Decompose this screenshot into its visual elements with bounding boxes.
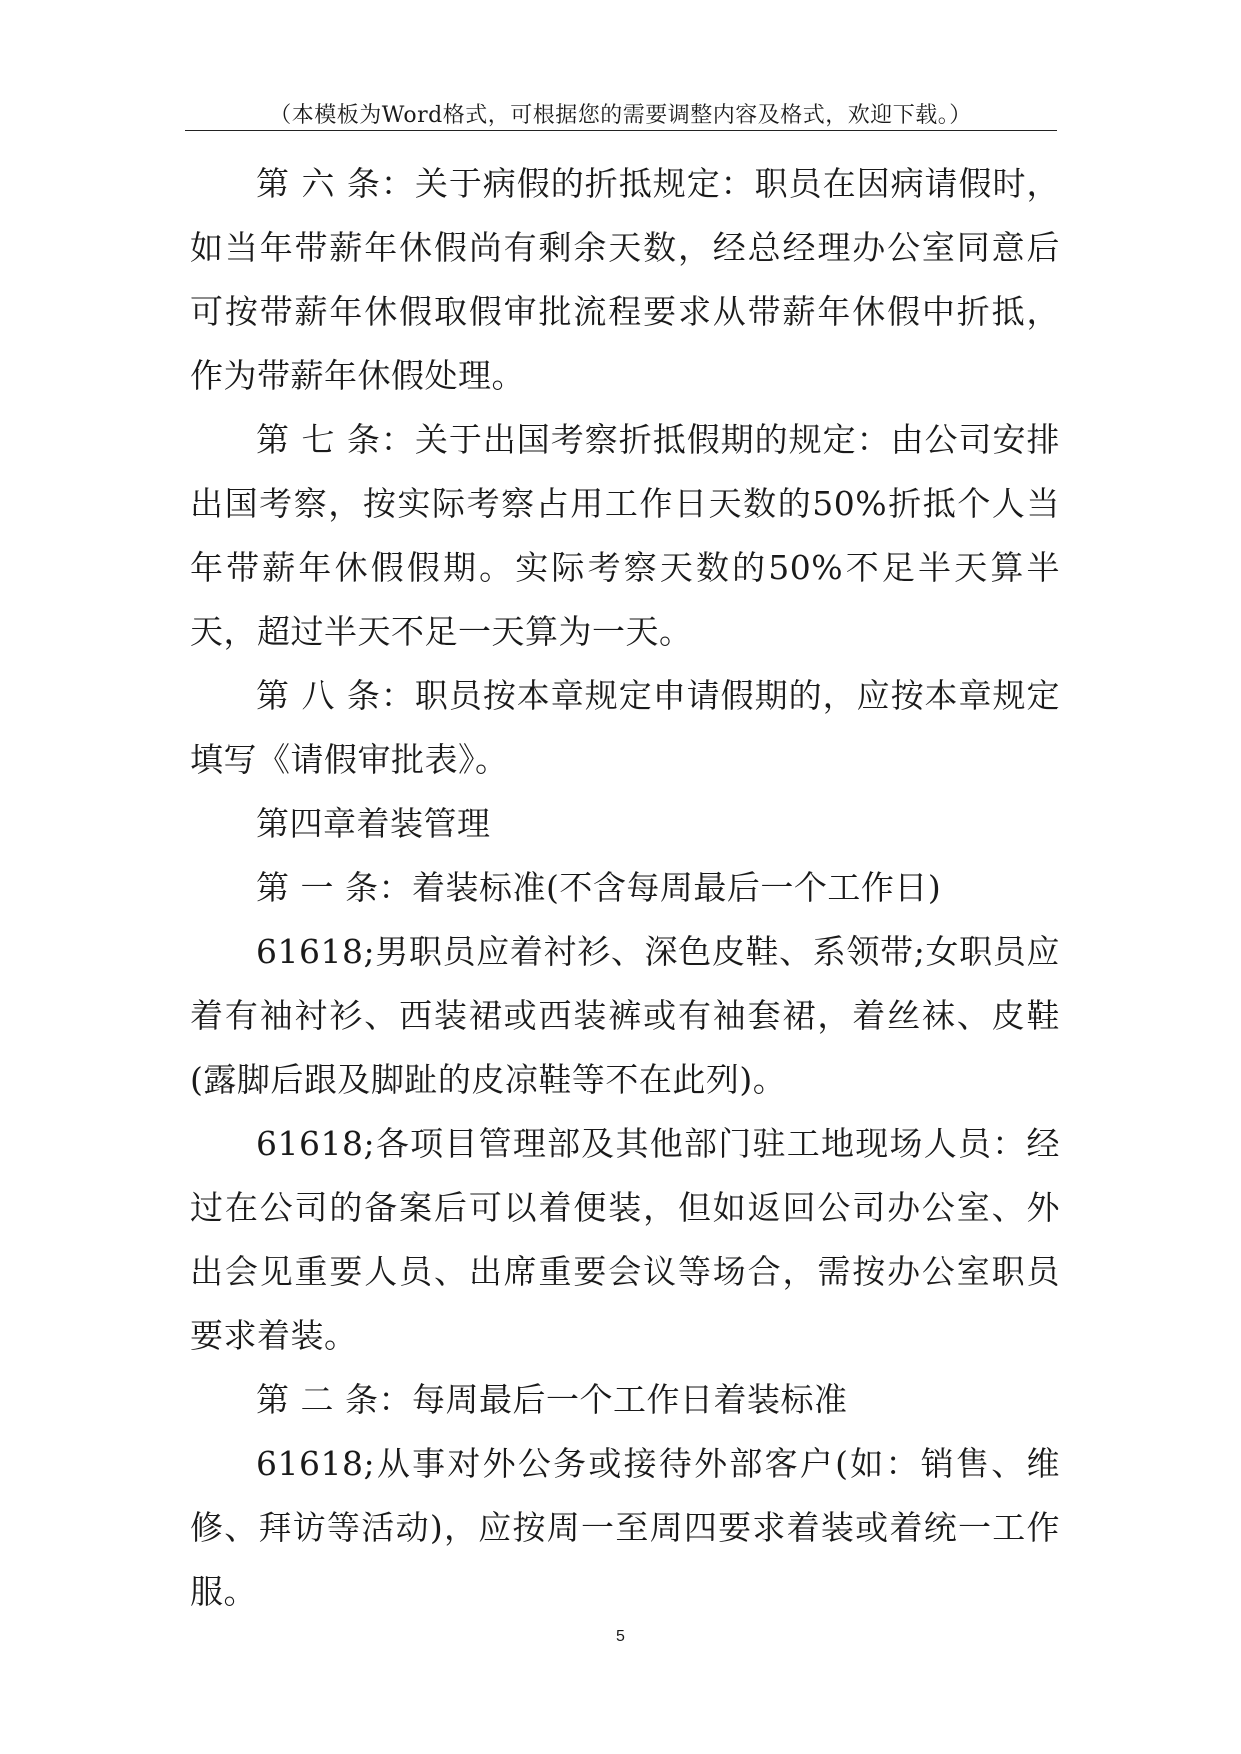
paragraph-dress-office-staff: 61618;男职员应着衬衫、深色皮鞋、系领带;女职员应着有袖衬衫、西装裙或西装裤或有袖套裙，着丝袜、皮鞋(露脚后跟及脚趾的皮凉鞋等不在此列)。 [190,932,1060,1099]
paragraph-dress-external: 61618;从事对外公务或接待外部客户(如：销售、维修、拜访等活动)，应按周一至周四要求着装或着统一工作服。 [190,1444,1060,1611]
header-divider [185,130,1057,131]
page-number: 5 [616,1628,625,1645]
paragraph-article-6: 第 六 条：关于病假的折抵规定：职员在因病请假时，如当年带薪年休假尚有剩余天数，经总经理办公室同意后可按带薪年休假取假审批流程要求从带薪年休假中折抵，作为带薪年休假处理。 [190,164,1060,395]
paragraph-dress-site-staff: 61618;各项目管理部及其他部门驻工地现场人员：经过在公司的备案后可以着便装，但如返回公司办公室、外出会见重要人员、出席重要会议等场合，需按办公室职员要求着装。 [190,1124,1060,1355]
paragraph-dress-article-1: 第 一 条：着装标准(不含每周最后一个工作日) [256,868,942,907]
paragraph-article-7: 第 七 条：关于出国考察折抵假期的规定：由公司安排出国考察，按实际考察占用工作日天数的50%折抵个人当年带薪年休假假期。实际考察天数的50%不足半天算半天，超过半天不足一天算为一天。 [190,420,1060,651]
paragraph-dress-article-2: 第 二 条：每周最后一个工作日着装标准 [256,1380,848,1419]
chapter-heading: 第四章着装管理 [256,804,491,843]
header-note: （本模板为Word格式，可根据您的需要调整内容及格式，欢迎下载。） [269,103,972,128]
paragraph-article-8: 第 八 条：职员按本章规定申请假期的，应按本章规定填写《请假审批表》。 [190,676,1060,779]
document-body [190,152,1060,1624]
